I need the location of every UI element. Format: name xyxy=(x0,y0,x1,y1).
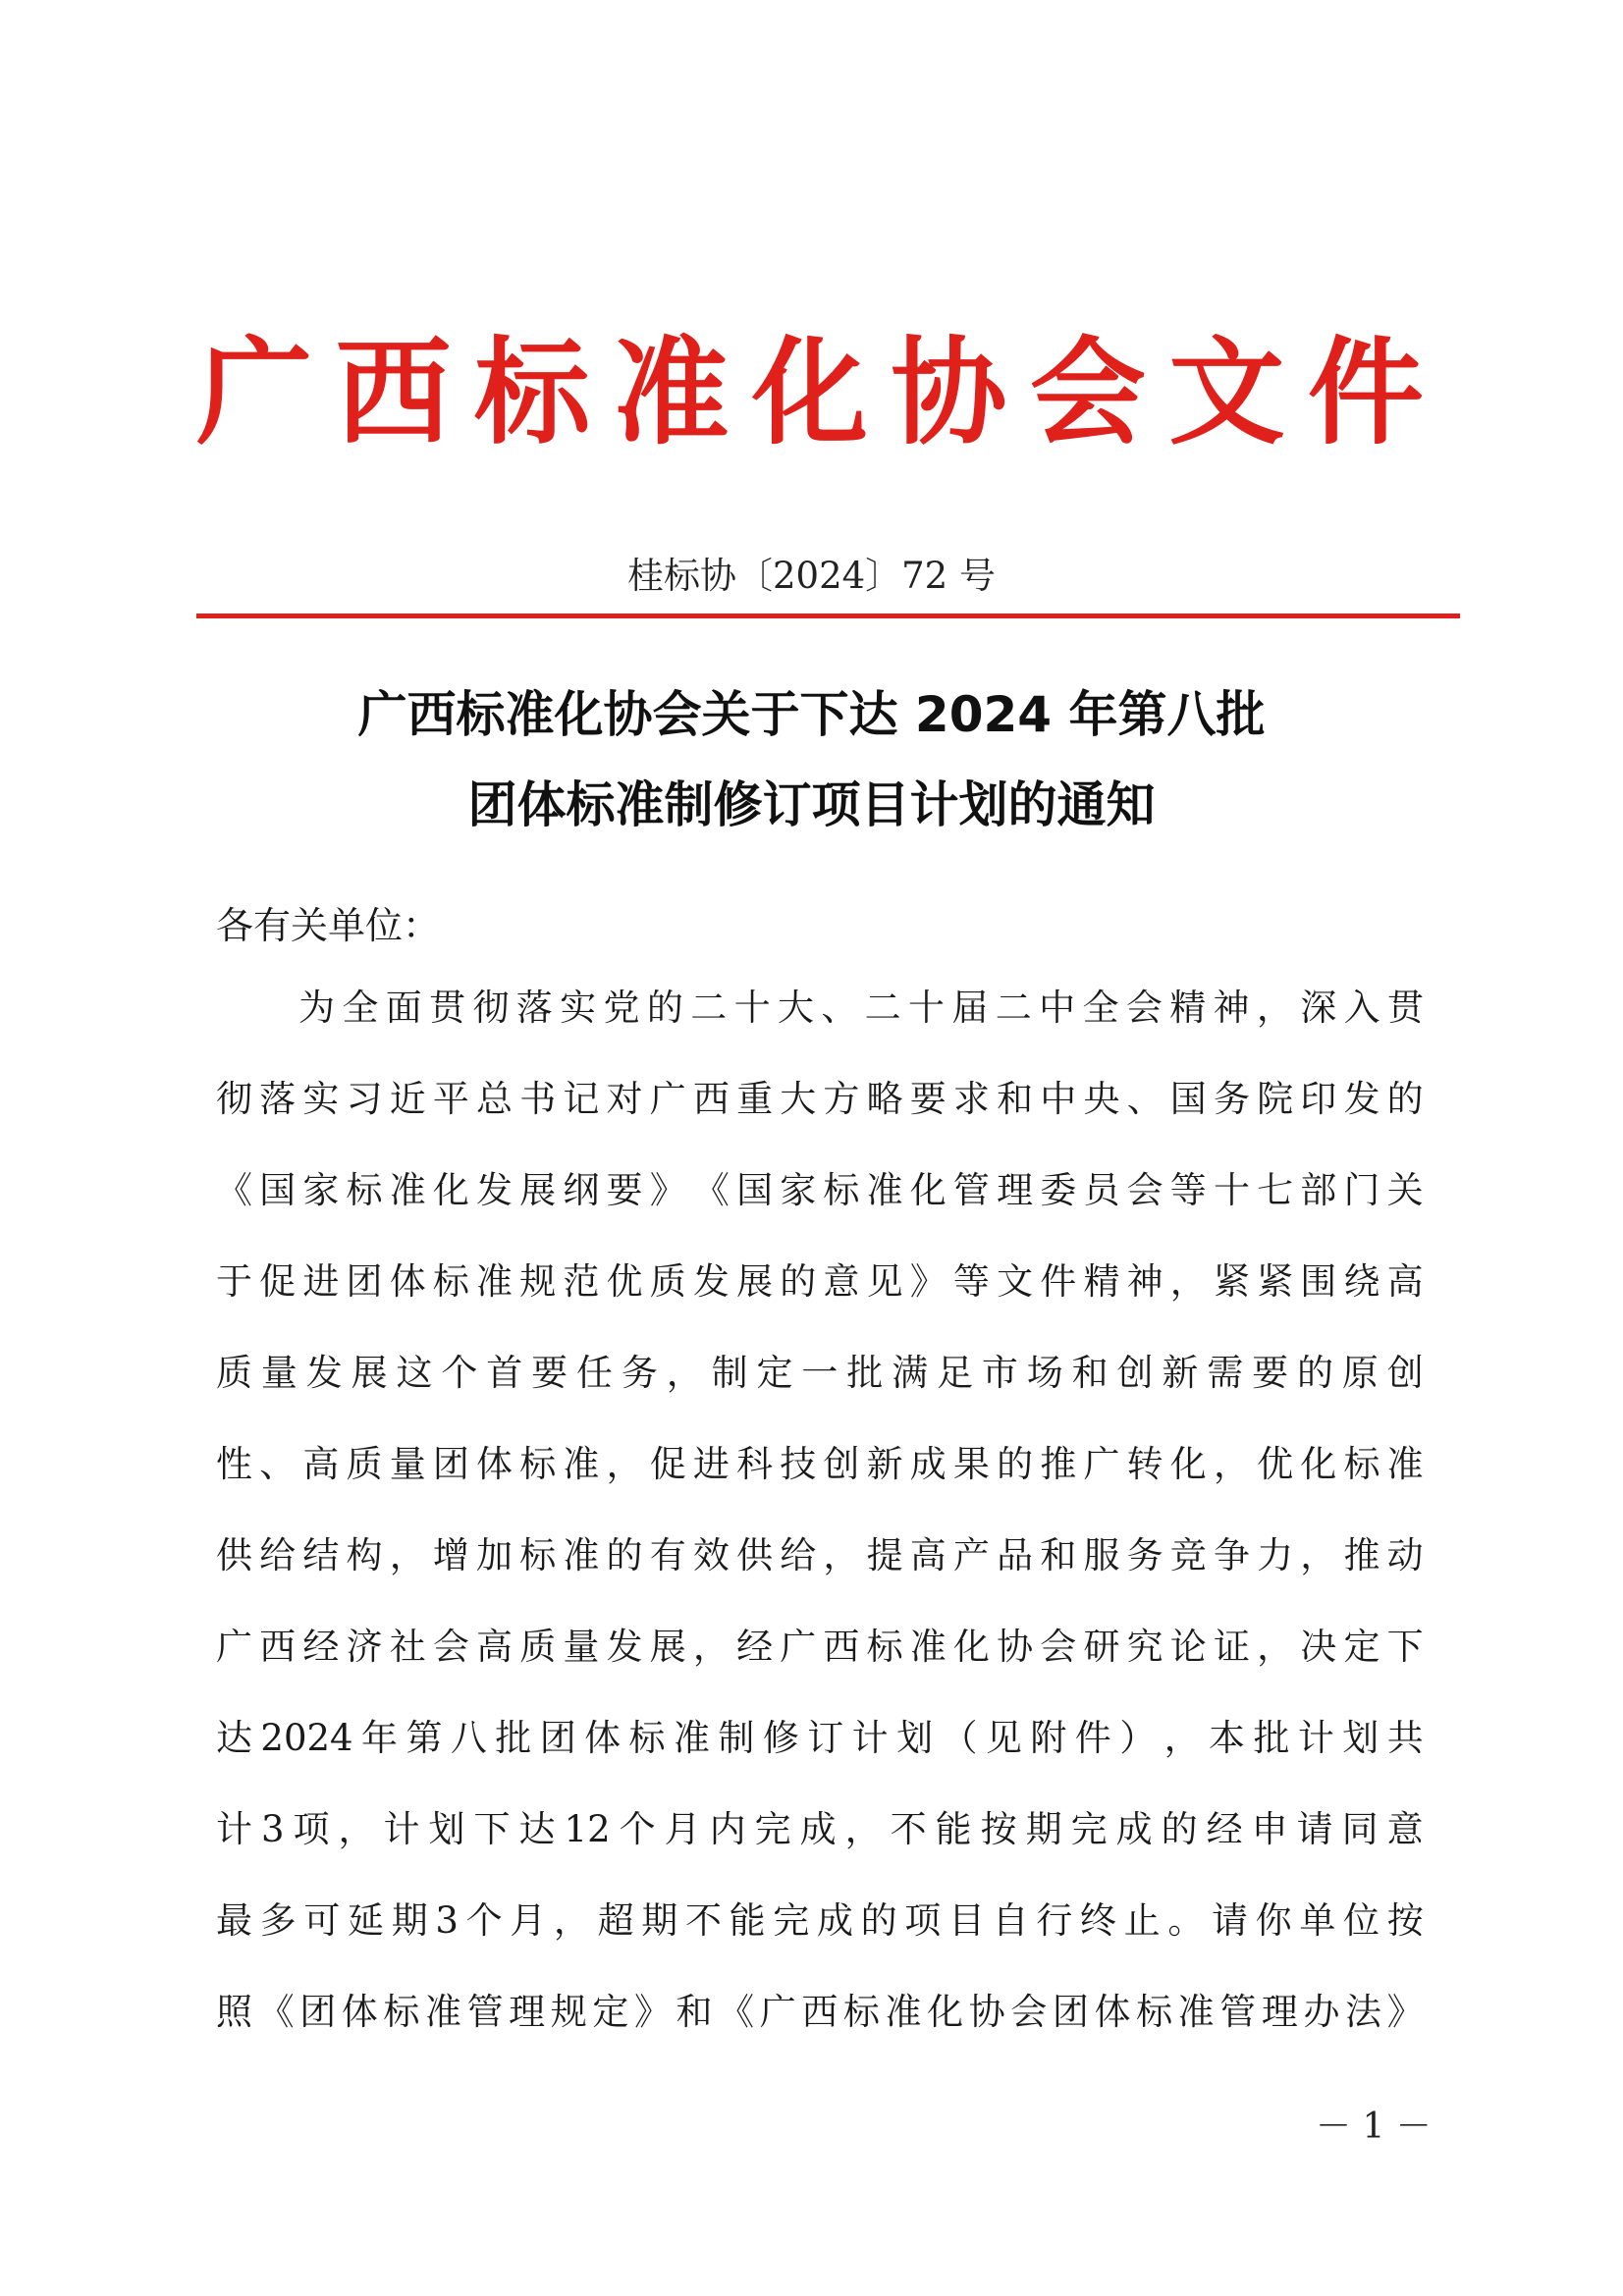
notice-title-line-2: 团体标准制修订项目计划的通知 xyxy=(467,776,1156,833)
salutation: 各有关单位： xyxy=(216,904,441,947)
body-line: 为 全 面 贯 彻 落 实 党 的 二 十 大 、 二 十 届 二 中 全 会 精 神 ， 深 入 贯 xyxy=(298,987,1424,1029)
masthead-char: 件 xyxy=(1307,324,1424,460)
masthead-char: 会 xyxy=(1029,324,1146,460)
body-line: 质 量 发 展 这 个 首 要 任 务 ， 制 定 一 批 满 足 市 场 和 创 新 需 要 的 原 创 xyxy=(216,1352,1424,1394)
masthead-char: 协 xyxy=(891,324,1007,460)
masthead-title xyxy=(196,319,1424,466)
body-line: 供 给 结 构 ， 增 加 标 准 的 有 效 供 给 ， 提 高 产 品 和 服 务 竞 争 力 ， 推 动 xyxy=(216,1534,1424,1576)
body-line: 照 《 团 体 标 准 管 理 规 定 》 和 《 广 西 标 准 化 协 会 团 体 标 准 管 理 办 法 》 xyxy=(216,1991,1424,2033)
masthead-char: 文 xyxy=(1168,324,1285,460)
masthead-char: 准 xyxy=(613,324,730,460)
notice-title-line-1: 广西标准化协会关于下达 2024 年第八批 xyxy=(357,686,1266,743)
masthead-char: 标 xyxy=(473,324,590,460)
body-paragraph xyxy=(216,979,1424,2074)
masthead-char: 广 xyxy=(196,324,313,460)
body-line: 性 、 高 质 量 团 体 标 准 ， 促 进 科 技 创 新 成 果 的 推 广 转 化 ， 优 化 标 准 xyxy=(216,1443,1424,1485)
notice-title xyxy=(0,669,1623,850)
body-line: 彻 落 实 习 近 平 总 书 记 对 广 西 重 大 方 略 要 求 和 中 央 、 国 务 院 印 发 的 xyxy=(216,1078,1424,1120)
body-line: 广 西 经 济 社 会 高 质 量 发 展 ， 经 广 西 标 准 化 协 会 研 究 论 证 ， 决 定 下 xyxy=(216,1626,1424,1668)
body-line: 计 3 项 ， 计 划 下 达 12 个 月 内 完 成 ， 不 能 按 期 完 成 的 经 申 请 同 意 xyxy=(216,1808,1424,1850)
body-line: 最 多 可 延 期 3 个 月 ， 超 期 不 能 完 成 的 项 目 自 行 终 止 。 请 你 单 位 按 xyxy=(216,1899,1424,1942)
document-number: 桂标协〔2024〕72 号 xyxy=(626,555,996,597)
masthead-char: 化 xyxy=(751,324,868,460)
page-number: － 1 － xyxy=(1316,2107,1432,2147)
body-line: 《 国 家 标 准 化 发 展 纲 要 》 《 国 家 标 准 化 管 理 委 员 会 等 十 七 部 门 关 xyxy=(216,1169,1424,1211)
body-line: 达 2024 年 第 八 批 团 体 标 准 制 修 订 计 划 （ 见 附 件 ） ， 本 批 计 划 共 xyxy=(216,1717,1424,1759)
masthead-char: 西 xyxy=(335,324,452,460)
body-line: 于 促 进 团 体 标 准 规 范 优 质 发 展 的 意 见 》 等 文 件 精 神 ， 紧 紧 围 绕 高 xyxy=(216,1260,1424,1303)
red-divider-line xyxy=(196,614,1460,618)
